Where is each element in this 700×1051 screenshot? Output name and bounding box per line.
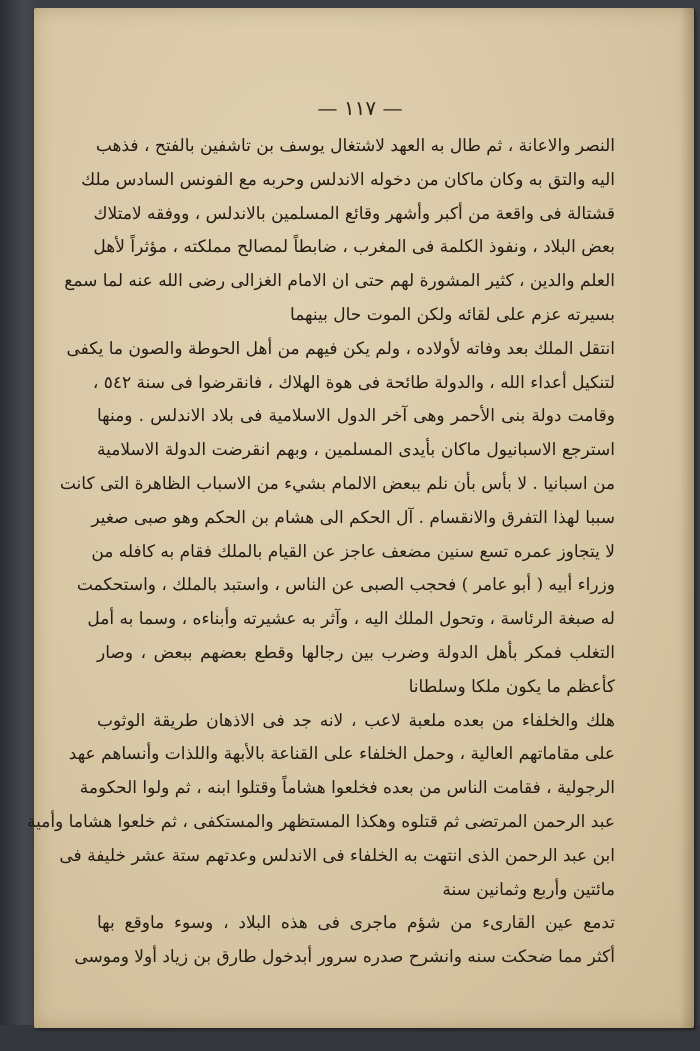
body-text	[26, 130, 615, 975]
text-line: العلم والدين ، كثير المشورة لهم حتى ان الامام الغزالى رضى الله عنه لما سمع	[64, 271, 615, 292]
text-line: سببا لهذا التفرق والانقسام . آل الحكم الى هشام بن الحكم وهو صبى صغير	[91, 507, 615, 528]
text-line: تدمع عين القارىء من شؤم ماجرى فى هذه البلاد ، وسوء ماوقع بها	[97, 913, 615, 934]
text-line: لتنكيل أعداء الله ، والدولة طائحة فى هوة الهلاك ، فانقرضوا فى سنة ٥٤٢ ،	[92, 372, 615, 393]
text-line: لا يتجاوز عمره تسع سنين مضعف عاجز عن القيام بالملك فقام به كافله من	[91, 541, 615, 562]
text-line: التغلب فمكر بأهل الدولة وضرب بين رجالها وقطع بعضهم ببعض ، وصار	[97, 642, 615, 663]
text-line: وقامت دولة بنى الأحمر وهى آخر الدول الاسلامية فى بلاد الاندلس . ومنها	[97, 406, 615, 427]
text-line: وزراء أبيه ( أبو عامر ) فحجب الصبى عن الناس ، واستبد بالملك ، واستحكمت	[76, 575, 615, 596]
text-line: النصر والاعانة ، ثم طال به العهد لاشتغال يوسف بن تاشفين بالفتح ، فذهب	[95, 136, 615, 156]
text-line: بسيرته عزم على لقائه ولكن الموت حال بينهما	[290, 304, 615, 325]
page-fold-shadow	[680, 8, 694, 1028]
text-line: ابن عبد الرحمن الذى انتهت به الخلفاء فى الاندلس وعدتهم ستة عشر خليفة فى	[59, 845, 615, 866]
text-line: مائتين وأربع وثمانين سنة	[442, 879, 615, 900]
text-line: بعض البلاد ، ونفوذ الكلمة فى المغرب ، ضابطاً لمصالح مملكته ، مؤثراً لأهل	[93, 237, 615, 258]
text-line: هلك والخلفاء من بعده ملعبة لاعب ، لانه جد فى الاذهان طريقة الوثوب	[97, 710, 615, 731]
text-line: على مقاماتهم العالية ، وحمل الخلفاء على القناعة بالأبهة واللذات وأنساهم عهد	[68, 744, 615, 765]
text-line: اليه والتق به وكان ماكان من دخوله الاندلس وحربه مع الفونس السادس ملك	[81, 169, 615, 190]
text-line: من اسبانيا . لا بأس بأن نلم ببعض الالمام بشيء من الاسباب الظاهرة التى كانت	[59, 473, 615, 494]
text-line: كأعظم ما يكون ملكا وسلطانا	[408, 676, 615, 697]
page-number: — ١١٧ —	[317, 96, 403, 120]
paragraph-2	[59, 333, 615, 705]
paragraph-3	[26, 705, 615, 908]
text-line: انتقل الملك بعد وفاته لأولاده ، ولم يكن فيهم من أهل الحوطة والصون ما يكفى	[66, 338, 615, 359]
text-line: أكثر مما ضحكت سنه وانشرح صدره سرور أبدخول طارق بن زياد أولا وموسى	[74, 947, 615, 968]
book-bottom-edge	[0, 1025, 700, 1051]
text-line: الرجولية ، فقامت الناس من بعده فخلعوا هشاماً وقتلوا ابنه ، ثم ولوا الحكومة	[79, 778, 615, 799]
text-line: استرجع الاسبانيول ماكان بأيدى المسلمين ، وبهم انقرضت الدولة الاسلامية	[97, 440, 615, 461]
paragraph-1	[64, 130, 615, 333]
text-line: قشتالة فى واقعة من أكبر وأشهر وقائع المسلمين بالاندلس ، ووفقه لامتلاك	[93, 203, 615, 224]
text-line: عبد الرحمن المرتضى ثم قتلوه وهكذا المستظهر والمستكفى ، ثم خلعوا هشاما وأمية	[26, 811, 615, 832]
paragraph-4	[74, 907, 615, 975]
text-line: له صبغة الرئاسة ، وتحول الملك اليه ، وآثر به عشيرته وأبناءه ، وسما به أمل	[87, 609, 615, 630]
